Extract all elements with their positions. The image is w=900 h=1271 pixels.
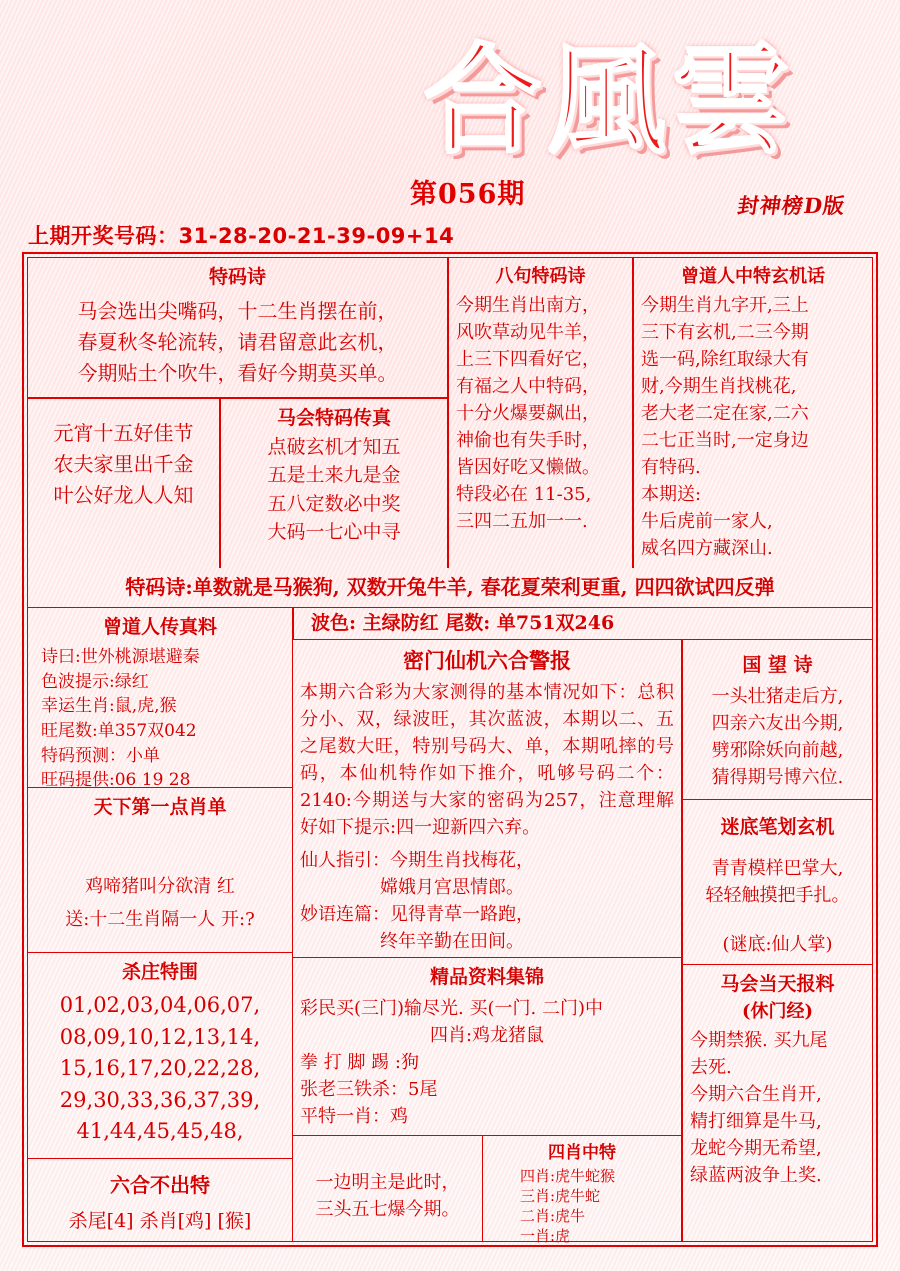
zdr-fax-row: 特码预测：小单 bbox=[41, 745, 160, 766]
dangtian-line: 龙蛇今期无希望, bbox=[690, 1138, 822, 1159]
bottom-couplet-box bbox=[293, 1136, 483, 1241]
guowang-line: 一头壮猪走后方, bbox=[711, 686, 844, 707]
dangtian-line: 今期禁猴. 买九尾 bbox=[690, 1030, 828, 1051]
midi-line: 青青模样巴掌大, bbox=[711, 858, 844, 879]
eight-line-poem-line: 特段必在 11-35, bbox=[456, 484, 592, 505]
right-column bbox=[682, 640, 872, 1242]
midi-answer: (谜底:仙人掌) bbox=[722, 934, 833, 955]
jingpin-line: 张老三铁杀：5尾 bbox=[300, 1079, 438, 1100]
zengdaoren-line: 本期送: bbox=[641, 484, 702, 505]
mimen-zhiyin-line: 嫦娥月宫思情郎。 bbox=[380, 877, 524, 898]
mimen-miaoyu-line: 见得青草一路跑， bbox=[390, 904, 534, 925]
diyi-dianxiao-line2: 送:十二生肖隔一人 开:? bbox=[65, 909, 255, 930]
shazhuang-numbers-line: 08,09,10,12,13,14, bbox=[59, 1024, 261, 1049]
mimen-miaoyu-label: 妙语连篇： bbox=[300, 904, 390, 925]
eight-line-poem-line: 上三下四看好它， bbox=[456, 349, 600, 370]
eight-line-poem-line: 风吹草动见牛羊， bbox=[456, 322, 600, 343]
guowang-line: 猜得期号博六位. bbox=[711, 767, 844, 788]
liuhe-box bbox=[28, 1159, 293, 1241]
tema-poem-line: 春夏秋冬轮流转，请君留意此玄机， bbox=[77, 329, 398, 354]
zdr-fax-row: 诗曰:世外桃源堪避秦 bbox=[41, 647, 200, 667]
eight-line-poem-box bbox=[448, 258, 633, 568]
jingpin-line: 四肖:鸡龙猪鼠 bbox=[429, 1025, 545, 1046]
mahui-fax-title: 马会特码传真 bbox=[276, 407, 391, 429]
eight-line-poem-line: 十分火爆要飙出， bbox=[456, 403, 600, 424]
mahui-fax-line: 点破玄机才知五 bbox=[267, 435, 401, 458]
sixiao-row: 四肖:虎牛蛇猴 bbox=[520, 1166, 616, 1185]
bose-row bbox=[293, 608, 872, 640]
poster-title: 合風雲 bbox=[423, 30, 796, 170]
mimen-box bbox=[293, 640, 682, 958]
dangtian-subtitle: (休门经) bbox=[741, 1001, 814, 1022]
mimen-zhiyin-line: 今期生肖找梅花， bbox=[390, 850, 534, 871]
zdr-fax-row: 幸运生肖:鼠,虎,猴 bbox=[41, 696, 177, 717]
mimen-zhiyin-label: 仙人指引： bbox=[300, 850, 390, 871]
zengdaoren-line: 牛后虎前一家人, bbox=[641, 511, 773, 532]
edition-label: 封神榜D版 bbox=[735, 193, 847, 218]
previous-draw-numbers: 上期开奖号码：31-28-20-21-39-09+14 bbox=[28, 224, 455, 248]
diyi-dianxiao-box bbox=[28, 788, 293, 953]
left-column bbox=[28, 608, 293, 1242]
zengdaoren-line: 二七正当时,一定身边 bbox=[641, 430, 809, 451]
tema-poem-box bbox=[28, 258, 448, 398]
yuanxiao-line: 元宵十五好佳节 bbox=[53, 421, 194, 445]
tema-banner-text: 特码诗:单数就是马猴狗, 双数开兔牛羊, 春花夏荣利更重, 四四欲试四反弹 bbox=[125, 574, 775, 599]
guowang-line: 四亲六友出今期, bbox=[711, 713, 844, 734]
eight-line-poem-line: 三四二五加一一. bbox=[456, 511, 588, 532]
sixiao-row: 二肖:虎牛 bbox=[520, 1207, 586, 1226]
jingpin-line: 拳 打 脚 踢 :狗 bbox=[300, 1052, 419, 1073]
eight-line-poem-line: 今期生肖出南方， bbox=[456, 295, 600, 316]
yuanxiao-line: 农夫家里出千金 bbox=[53, 452, 194, 476]
eight-line-poem-line: 有福之人中特码， bbox=[456, 376, 600, 397]
mimen-title: 密门仙机六合警报 bbox=[403, 647, 571, 673]
dangtian-line: 今期六合生肖开, bbox=[690, 1084, 822, 1105]
shazhuang-title: 杀庄特围 bbox=[121, 960, 198, 983]
eight-line-poem-line: 神偷也有失手时， bbox=[456, 430, 600, 451]
eight-line-poem-line: 皆因好吃又懒做。 bbox=[456, 457, 600, 478]
jingpin-line: 彩民买(三门)输尽光. 买(一门. 二门)中 bbox=[300, 998, 603, 1019]
dangtian-line: 绿蓝两波争上奖. bbox=[690, 1165, 822, 1186]
bottom-couplet-line: 一边明主是此时， bbox=[315, 1172, 460, 1193]
dangtian-box bbox=[682, 965, 872, 1242]
zengdaoren-line: 财,今期生肖找桃花, bbox=[641, 376, 797, 397]
liuhe-line: 杀尾[4] 杀肖[鸡] [猴] bbox=[68, 1210, 252, 1232]
zengdaoren-line: 有特码. bbox=[641, 457, 701, 478]
bose-text: 波色: 主绿防红 尾数: 单751双246 bbox=[311, 611, 615, 634]
zdr-fax-row: 旺码提供:06 19 28 bbox=[41, 770, 191, 791]
liuhe-title: 六合不出特 bbox=[110, 1173, 210, 1197]
zengdaoren-line: 三下有玄机,二三今期 bbox=[641, 322, 809, 343]
midi-box bbox=[682, 800, 872, 965]
mahui-fax-line: 五八定数必中奖 bbox=[267, 492, 401, 515]
jingpin-box bbox=[293, 958, 682, 1137]
mimen-miaoyu-line: 终年辛勤在田间。 bbox=[380, 931, 524, 952]
midi-line: 轻轻触摸把手扎。 bbox=[705, 885, 850, 906]
eight-line-poem-title: 八句特码诗 bbox=[495, 266, 586, 287]
shazhuang-numbers-line: 29,30,33,36,37,39, bbox=[59, 1087, 261, 1112]
zengdaoren-title: 曾道人中特玄机话 bbox=[681, 266, 825, 287]
zengdaoren-line: 威名四方藏深山. bbox=[641, 538, 773, 559]
sixiao-title: 四肖中特 bbox=[548, 1143, 616, 1163]
tema-poem-title: 特码诗 bbox=[208, 266, 266, 288]
bottom-couplet-line: 三头五七爆今期。 bbox=[315, 1199, 460, 1220]
zengdaoren-line: 选一码,除红取绿大有 bbox=[641, 349, 809, 370]
diyi-dianxiao-title: 天下第一点肖单 bbox=[93, 795, 227, 818]
tema-poem-line: 马会选出尖嘴码，十二生肖摆在前， bbox=[77, 298, 398, 323]
content-frame bbox=[22, 252, 878, 1247]
sixiao-row: 三肖:虎牛蛇 bbox=[520, 1186, 601, 1205]
shazhuang-box bbox=[28, 953, 293, 1160]
zdr-fax-box bbox=[28, 608, 293, 791]
zengdaoren-line: 老大老二定在家,二六 bbox=[641, 403, 809, 424]
zdr-fax-row: 色波提示:绿红 bbox=[41, 671, 149, 692]
zdr-fax-title: 曾道人传真料 bbox=[102, 615, 217, 638]
guowang-title: 国 望 诗 bbox=[742, 653, 813, 676]
shazhuang-numbers-line: 41,44,45,45,48, bbox=[76, 1119, 244, 1143]
mahui-fax-line: 大码一七心中寻 bbox=[267, 521, 401, 543]
zengdaoren-line: 今期生肖九字开,三上 bbox=[641, 295, 809, 316]
shazhuang-numbers-line: 15,16,17,20,22,28, bbox=[59, 1056, 261, 1080]
top-section bbox=[28, 258, 872, 568]
guowang-box bbox=[682, 640, 872, 800]
dangtian-line: 去死. bbox=[690, 1057, 732, 1078]
sixiao-box bbox=[483, 1136, 682, 1246]
tema-banner bbox=[28, 568, 872, 608]
mimen-body: 本期六合彩为大家测得的基本情况如下：总积分小、双，绿波旺，其次蓝波，本期以二、五之尾数大旺，特别号码大、单，本期吼摔的号码，本仙机特作如下推介，吼够号码二个：2140:今期送与大家的密码为257，注意理解好如下提示:四一迎新四六弃。 bbox=[300, 682, 674, 838]
yuanxiao-box bbox=[28, 398, 220, 568]
tema-poem-line: 今期贴土个吹牛，看好今期莫买单。 bbox=[77, 360, 398, 385]
jingpin-line: 平特一肖：鸡 bbox=[300, 1106, 408, 1127]
yuanxiao-line: 叶公好龙人人知 bbox=[53, 483, 194, 507]
zdr-fax-row: 旺尾数:单357双042 bbox=[41, 720, 197, 741]
midi-title: 迷底笔划玄机 bbox=[720, 815, 835, 838]
zengdaoren-box bbox=[633, 258, 872, 568]
mahui-fax-box bbox=[220, 398, 448, 568]
issue-number: 第056期 bbox=[410, 179, 526, 210]
guowang-line: 劈邪除妖向前越, bbox=[711, 740, 844, 761]
dangtian-title: 马会当天报料 bbox=[720, 972, 835, 995]
sixiao-row: 一肖:虎 bbox=[520, 1227, 571, 1246]
dangtian-line: 精打细算是牛马, bbox=[690, 1111, 822, 1132]
diyi-dianxiao-line1: 鸡啼猪叫分欲清 红 bbox=[85, 876, 235, 897]
poster-header bbox=[0, 0, 900, 218]
shazhuang-numbers-line: 01,02,03,04,06,07, bbox=[59, 993, 261, 1017]
middle-column bbox=[293, 640, 682, 1246]
mahui-fax-line: 五是土来九是金 bbox=[267, 464, 401, 486]
jingpin-title: 精品资料集锦 bbox=[429, 965, 544, 988]
